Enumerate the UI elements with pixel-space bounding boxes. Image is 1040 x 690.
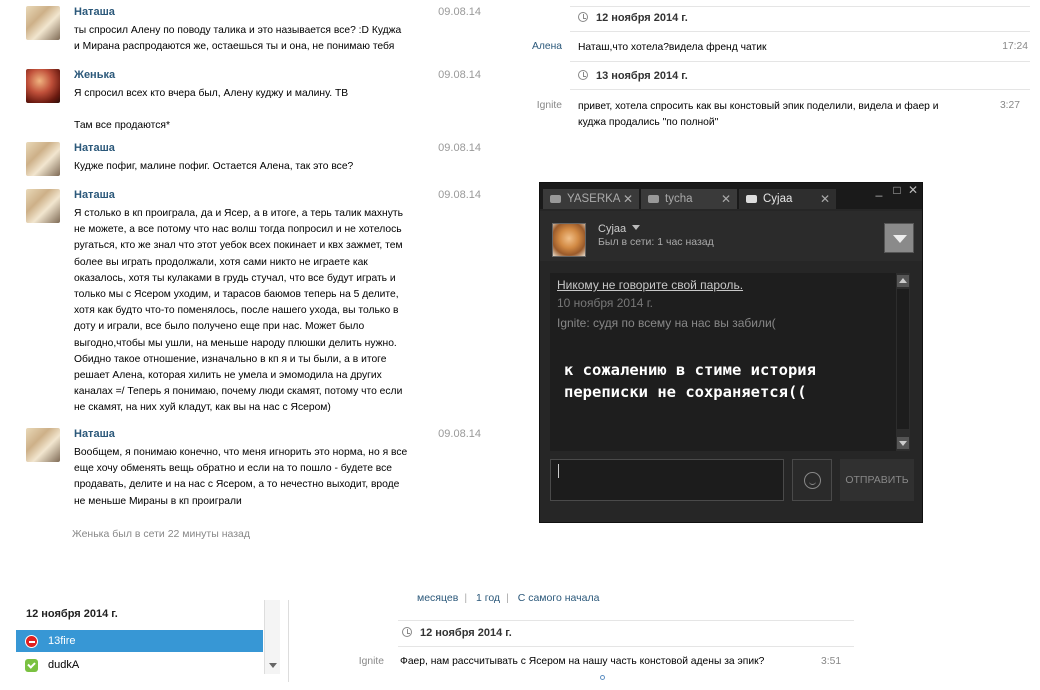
message-text: ты спросил Алену по поводу талика и это называется все? :D Куджа и Мирана распродаются же, остаешься ты и она, не понимаю тебя [74,25,402,53]
message-text: Кудже пофиг, малине пофиг. Остается Алена, так это все? [74,161,354,172]
date-label: 13 ноября 2014 г. [596,70,688,82]
avatar[interactable] [26,69,60,103]
message-date: 09.08.14 [438,6,481,18]
link-separator: | [506,592,509,604]
tab-label: tycha [665,193,693,205]
log-message: Ignite: судя по всему на нас вы забили( [557,316,776,330]
password-warning: Никому не говорите свой пароль. [557,278,744,292]
contact-scrollbar[interactable] [264,600,280,674]
date-header [578,12,688,24]
title-bar[interactable] [540,183,922,209]
close-tab-icon[interactable]: ✕ [622,192,633,206]
message-time: 17:24 [1002,41,1028,52]
smiley-icon [804,472,821,489]
message-item [26,189,496,419]
message-author[interactable]: Наташа [74,142,115,154]
divider [398,620,854,621]
message-history-bottom [340,590,860,690]
divider [570,89,1030,90]
contact-item-13fire[interactable] [16,630,263,652]
message-author[interactable]: Наташа [74,428,115,440]
tab-yaserka[interactable] [543,189,639,209]
friend-avatar[interactable] [552,223,586,257]
contact-item-dudka[interactable] [16,654,263,676]
contact-name: dudkA [48,659,80,671]
date-header [578,70,688,82]
chat-scrollbar[interactable] [896,273,910,451]
online-status: Женька был в сети 22 минуты назад [72,528,250,540]
emoticon-button[interactable] [792,459,832,501]
message-text: Я столько в кп проиграла, да и Ясер, а в итоге, а терь талик махнуть не можете, а все потому что нас волш тогда попросил и не хотелось ругаться, кто же знал что этот уебок всех покинает и квх зажмет, тем более вы играть продолжали, хотя сами никто не играете как оказалось, хотя ты кулаками в грудь стучал, что все будут играть и только мы с Ясером уходим, и тарасов баюмов теперь на 5 делите, хотя как будто что-то поменялось, после нашего ухода, вы только в доту и играли, все было получено еще при нас. Может было выгодно,чтобы мы ушли, на меньше народу плюшки делить нужно. Обидно такое отношение, изначально в кп я и ты были, а в итоге решает Алена, которая хилить не умела и эмомодила на других каналах =/ Теперь я понимаю, почему люди скамят, потому что если не скамят, на них хуй кладут, как вы на нас с Ясером) [74,208,403,414]
avatar[interactable] [26,6,60,40]
contact-list-date: 12 ноября 2014 г. [26,608,118,620]
friend-name-label: Сyjaa [598,223,627,235]
message-author[interactable]: Наташа [74,6,115,18]
chat-header [540,211,922,261]
tab-tycha[interactable] [641,189,737,209]
avatar[interactable] [26,428,60,462]
send-button[interactable]: ОТПРАВИТЬ [840,459,914,501]
link-separator: | [464,592,468,604]
avatar[interactable] [26,142,60,176]
close-tab-icon[interactable]: ✕ [720,192,731,206]
message-item [26,428,496,514]
avatar[interactable] [26,189,60,223]
message-author[interactable]: Ignite [536,100,562,111]
message-time: 3:27 [999,100,1020,111]
message-item [26,6,496,56]
log-date: 10 ноября 2014 г. [557,296,653,310]
message-date: 09.08.14 [438,428,481,440]
chat-bubble-icon [648,195,659,203]
maximize-icon[interactable]: □ [893,183,901,197]
message-date: 09.08.14 [438,189,481,201]
contact-name: 13fire [48,635,76,647]
message-text: Я спросил всех кто вчера был, Алену куджу и малину. ТВ Там все продаются* [74,88,349,132]
message-input[interactable] [550,459,784,501]
close-tab-icon[interactable]: ✕ [819,192,830,206]
message-date: 09.08.14 [438,69,481,81]
clock-icon [402,627,412,637]
close-icon[interactable]: ✕ [907,183,919,197]
options-dropdown-button[interactable] [884,223,914,253]
clock-icon [578,12,588,22]
message-date: 09.08.14 [438,142,481,154]
clock-icon [578,70,588,80]
message-text: привет, хотела спросить как вы констовый эпик поделили, видела и фаер и куджа продались "по полной" [578,101,939,128]
minimize-icon[interactable]: _ [875,183,883,197]
divider [398,646,854,647]
scroll-up-icon[interactable] [897,275,909,287]
divider [288,600,289,682]
contact-list [16,600,280,678]
divider [570,31,1030,32]
loading-dot-icon [600,675,605,680]
friend-name[interactable] [598,223,640,235]
divider [570,6,1030,7]
tab-label: YASERKA [567,193,621,205]
chat-bubble-icon [550,195,561,203]
history-range-links [417,592,605,604]
scroll-down-icon[interactable] [897,437,909,449]
friend-status: Был в сети: 1 час назад [598,236,714,248]
date-label: 12 ноября 2014 г. [420,627,512,639]
text-caret [558,464,559,478]
chat-bubble-icon [746,195,757,203]
divider [570,61,1030,62]
online-status-icon [25,659,38,672]
vk-dialog [20,0,500,560]
message-time: 3:51 [821,656,842,667]
message-author[interactable]: Ignite [358,656,384,667]
message-history [530,0,1040,140]
message-item [26,142,496,182]
message-text: Фаер, нам рассчитывать с Ясером на нашу часть констовой адены за эпик? [400,656,765,667]
scroll-thumb[interactable] [897,289,909,429]
busy-status-icon [25,635,38,648]
range-link-all[interactable]: С самого начала [517,592,600,604]
tab-cyjaa[interactable] [739,189,836,209]
scroll-down-icon[interactable] [269,663,277,668]
message-author[interactable]: Наташа [74,189,115,201]
range-link-year[interactable]: 1 год [475,592,501,604]
message-item [26,69,496,135]
chat-log [550,273,910,451]
tab-label: Сyjaa [763,193,793,205]
range-link-months[interactable]: месяцев [417,592,459,604]
message-author[interactable]: Алена [531,41,562,52]
message-text: Наташ,что хотела?видела френд чатик [578,42,767,53]
message-author[interactable]: Женька [74,69,116,81]
chevron-down-icon [632,225,640,230]
caption-overlay: к сожалению в стиме история переписки не сохраняется(( [564,361,816,401]
date-header [402,627,512,639]
steam-chat-window [539,182,923,523]
message-text: Вообщем, я понимаю конечно, что меня игнорить это норма, но я все еще хочу обменять вещь обратно и если на то пошло - будете все продавать, делите и на нас с Ясером, а то нечестно выходит, вроде не меньше Мираны в кп проиграли [74,447,408,507]
date-label: 12 ноября 2014 г. [596,12,688,24]
